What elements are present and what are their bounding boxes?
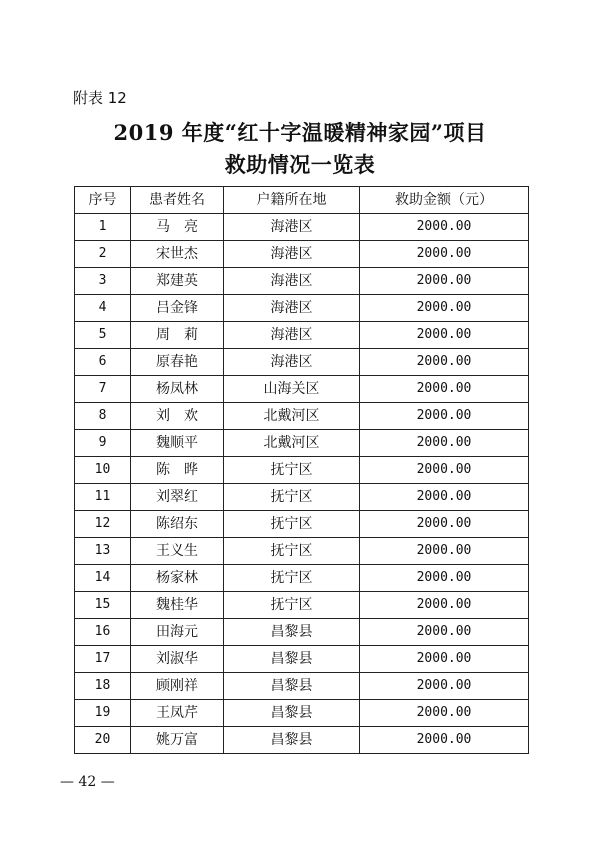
cell-serial: 11 xyxy=(75,484,131,511)
cell-serial: 18 xyxy=(75,673,131,700)
cell-patient-name: 魏顺平 xyxy=(131,430,224,457)
table-row xyxy=(75,403,529,430)
cell-household-location: 海港区 xyxy=(224,241,360,268)
cell-patient-name: 吕金锋 xyxy=(131,295,224,322)
table-row xyxy=(75,241,529,268)
cell-relief-amount: 2000.00 xyxy=(360,673,529,700)
cell-patient-name: 陈绍东 xyxy=(131,511,224,538)
cell-relief-amount: 2000.00 xyxy=(360,295,529,322)
cell-relief-amount: 2000.00 xyxy=(360,214,529,241)
cell-relief-amount: 2000.00 xyxy=(360,727,529,754)
cell-serial: 4 xyxy=(75,295,131,322)
table-row xyxy=(75,295,529,322)
cell-patient-name: 马 亮 xyxy=(131,214,224,241)
table-row xyxy=(75,565,529,592)
table-header-row xyxy=(75,187,529,214)
cell-household-location: 山海关区 xyxy=(224,376,360,403)
cell-patient-name: 刘翠红 xyxy=(131,484,224,511)
cell-serial: 8 xyxy=(75,403,131,430)
cell-patient-name: 王义生 xyxy=(131,538,224,565)
cell-patient-name: 郑建英 xyxy=(131,268,224,295)
header-patient-name: 患者姓名 xyxy=(131,187,224,214)
header-relief-amount: 救助金额（元） xyxy=(360,187,529,214)
page-title: 2019 年度“红十字温暖精神家园”项目 xyxy=(113,120,487,145)
cell-serial: 2 xyxy=(75,241,131,268)
relief-table xyxy=(74,186,529,754)
cell-household-location: 昌黎县 xyxy=(224,727,360,754)
cell-household-location: 海港区 xyxy=(224,349,360,376)
cell-relief-amount: 2000.00 xyxy=(360,403,529,430)
cell-patient-name: 陈 晔 xyxy=(131,457,224,484)
cell-serial: 9 xyxy=(75,430,131,457)
cell-patient-name: 杨家林 xyxy=(131,565,224,592)
table-row xyxy=(75,511,529,538)
annex-label: 附表 12 xyxy=(73,89,127,107)
cell-serial: 10 xyxy=(75,457,131,484)
cell-relief-amount: 2000.00 xyxy=(360,268,529,295)
table-row xyxy=(75,700,529,727)
cell-relief-amount: 2000.00 xyxy=(360,511,529,538)
cell-relief-amount: 2000.00 xyxy=(360,700,529,727)
cell-household-location: 海港区 xyxy=(224,214,360,241)
table-row xyxy=(75,592,529,619)
table-row xyxy=(75,430,529,457)
cell-relief-amount: 2000.00 xyxy=(360,619,529,646)
cell-patient-name: 王凤芹 xyxy=(131,700,224,727)
cell-serial: 7 xyxy=(75,376,131,403)
cell-household-location: 抚宁区 xyxy=(224,511,360,538)
cell-household-location: 抚宁区 xyxy=(224,484,360,511)
cell-patient-name: 顾刚祥 xyxy=(131,673,224,700)
cell-serial: 6 xyxy=(75,349,131,376)
cell-relief-amount: 2000.00 xyxy=(360,376,529,403)
cell-serial: 14 xyxy=(75,565,131,592)
cell-household-location: 抚宁区 xyxy=(224,538,360,565)
table-row xyxy=(75,484,529,511)
cell-relief-amount: 2000.00 xyxy=(360,538,529,565)
cell-household-location: 抚宁区 xyxy=(224,565,360,592)
cell-patient-name: 魏桂华 xyxy=(131,592,224,619)
cell-relief-amount: 2000.00 xyxy=(360,349,529,376)
cell-serial: 17 xyxy=(75,646,131,673)
cell-household-location: 抚宁区 xyxy=(224,457,360,484)
cell-serial: 1 xyxy=(75,214,131,241)
cell-household-location: 海港区 xyxy=(224,322,360,349)
table-row xyxy=(75,673,529,700)
cell-patient-name: 杨凤林 xyxy=(131,376,224,403)
cell-serial: 16 xyxy=(75,619,131,646)
cell-household-location: 海港区 xyxy=(224,295,360,322)
header-serial: 序号 xyxy=(75,187,131,214)
cell-patient-name: 原春艳 xyxy=(131,349,224,376)
cell-relief-amount: 2000.00 xyxy=(360,322,529,349)
cell-patient-name: 宋世杰 xyxy=(131,241,224,268)
cell-household-location: 昌黎县 xyxy=(224,619,360,646)
cell-household-location: 北戴河区 xyxy=(224,403,360,430)
page-number: — 42 — xyxy=(60,774,115,790)
table-row xyxy=(75,349,529,376)
cell-patient-name: 刘淑华 xyxy=(131,646,224,673)
table-row xyxy=(75,376,529,403)
cell-household-location: 海港区 xyxy=(224,268,360,295)
table-row xyxy=(75,214,529,241)
cell-serial: 20 xyxy=(75,727,131,754)
cell-household-location: 北戴河区 xyxy=(224,430,360,457)
cell-serial: 12 xyxy=(75,511,131,538)
cell-serial: 5 xyxy=(75,322,131,349)
cell-relief-amount: 2000.00 xyxy=(360,592,529,619)
cell-patient-name: 田海元 xyxy=(131,619,224,646)
cell-serial: 3 xyxy=(75,268,131,295)
cell-household-location: 昌黎县 xyxy=(224,646,360,673)
table-row xyxy=(75,646,529,673)
table-row xyxy=(75,268,529,295)
cell-relief-amount: 2000.00 xyxy=(360,484,529,511)
cell-household-location: 昌黎县 xyxy=(224,673,360,700)
cell-patient-name: 周 莉 xyxy=(131,322,224,349)
cell-household-location: 抚宁区 xyxy=(224,592,360,619)
page-subtitle: 救助情况一览表 xyxy=(224,152,376,177)
cell-serial: 19 xyxy=(75,700,131,727)
cell-patient-name: 姚万富 xyxy=(131,727,224,754)
table-row xyxy=(75,727,529,754)
table-row xyxy=(75,619,529,646)
cell-relief-amount: 2000.00 xyxy=(360,457,529,484)
header-household-location: 户籍所在地 xyxy=(224,187,360,214)
cell-serial: 13 xyxy=(75,538,131,565)
cell-relief-amount: 2000.00 xyxy=(360,430,529,457)
cell-relief-amount: 2000.00 xyxy=(360,565,529,592)
cell-serial: 15 xyxy=(75,592,131,619)
cell-household-location: 昌黎县 xyxy=(224,700,360,727)
table-row xyxy=(75,538,529,565)
cell-relief-amount: 2000.00 xyxy=(360,241,529,268)
cell-relief-amount: 2000.00 xyxy=(360,646,529,673)
table-row xyxy=(75,457,529,484)
table-row xyxy=(75,322,529,349)
cell-patient-name: 刘 欢 xyxy=(131,403,224,430)
